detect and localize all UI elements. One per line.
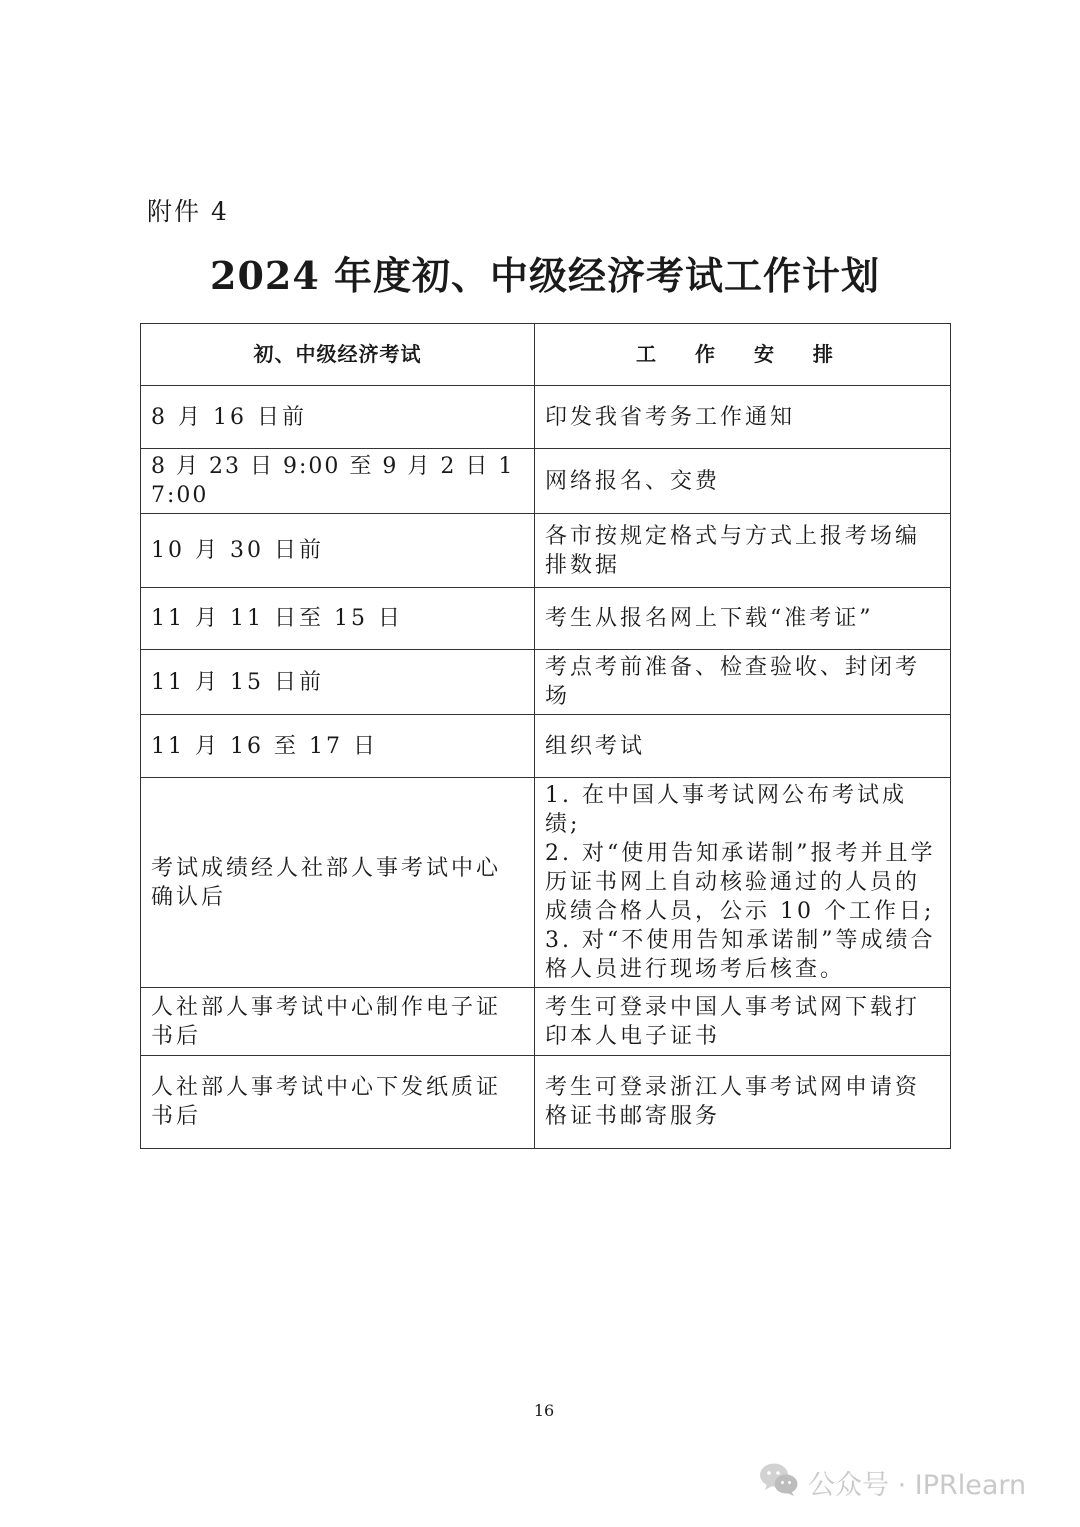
- arrangement-line: 考生可登录浙江人事考试网申请资格证书邮寄服务: [545, 1075, 921, 1129]
- attachment-label: 附件 4: [147, 197, 229, 226]
- arrangement-line: 考生从报名网上下载“准考证”: [545, 606, 874, 631]
- row-arrangement: [535, 1056, 951, 1149]
- row-time: 8 月 16 日前: [141, 386, 535, 449]
- row-arrangement: [535, 588, 951, 650]
- table-header-row: [141, 324, 951, 386]
- table-row: [141, 988, 951, 1056]
- row-time: 人社部人事考试中心下发纸质证书后: [141, 1056, 535, 1149]
- wechat-icon: [758, 1460, 800, 1505]
- table-row: [141, 588, 951, 650]
- row-arrangement: [535, 449, 951, 514]
- document-title: 2024 年度初、中级经济考试工作计划: [210, 253, 880, 298]
- row-time: 考试成绩经人社部人事考试中心确认后: [141, 778, 535, 988]
- table-row: [141, 778, 951, 988]
- work-plan-table: [140, 323, 951, 1149]
- header-arrangement: 工 作 安 排: [535, 324, 951, 386]
- row-arrangement: [535, 650, 951, 715]
- table-row: [141, 650, 951, 715]
- row-arrangement: [535, 715, 951, 778]
- row-time: 11 月 16 至 17 日: [141, 715, 535, 778]
- arrangement-line: 印发我省考务工作通知: [545, 404, 796, 430]
- table-row: [141, 449, 951, 514]
- row-time: 8 月 23 日 9:00 至 9 月 2 日 17:00: [141, 449, 535, 514]
- watermark-text: 公众号 · IPRlearn: [808, 1470, 1027, 1501]
- page-number: 16: [533, 1401, 555, 1420]
- row-time: 10 月 30 日前: [141, 514, 535, 588]
- arrangement-line: 1. 在中国人事考试网公布考试成绩;: [545, 783, 907, 837]
- table-row: [141, 1056, 951, 1149]
- row-arrangement: [535, 778, 951, 988]
- arrangement-line: 组织考试: [545, 733, 646, 759]
- row-time: 11 月 15 日前: [141, 650, 535, 715]
- arrangement-line: 各市按规定格式与方式上报考场编排数据: [545, 523, 921, 578]
- table-row: [141, 715, 951, 778]
- arrangement-line: 考生可登录中国人事考试网下载打印本人电子证书: [545, 994, 921, 1049]
- row-arrangement: [535, 514, 951, 588]
- row-time: 人社部人事考试中心制作电子证书后: [141, 988, 535, 1056]
- table-row: [141, 386, 951, 449]
- row-time: 11 月 11 日至 15 日: [141, 588, 535, 650]
- arrangement-line: 考点考前准备、检查验收、封闭考场: [545, 655, 921, 709]
- row-arrangement: [535, 988, 951, 1056]
- row-arrangement: [535, 386, 951, 449]
- header-exam: 初、中级经济考试: [141, 324, 535, 386]
- arrangement-line: 3. 对“不使用告知承诺制”等成绩合格人员进行现场考后核查。: [545, 928, 936, 982]
- arrangement-line: 网络报名、交费: [545, 468, 721, 494]
- table-row: [141, 514, 951, 588]
- arrangement-line: 2. 对“使用告知承诺制”报考并且学历证书网上自动核验通过的人员的成绩合格人员，公示 10 个工作日;: [545, 841, 936, 924]
- watermark: [758, 1460, 1026, 1505]
